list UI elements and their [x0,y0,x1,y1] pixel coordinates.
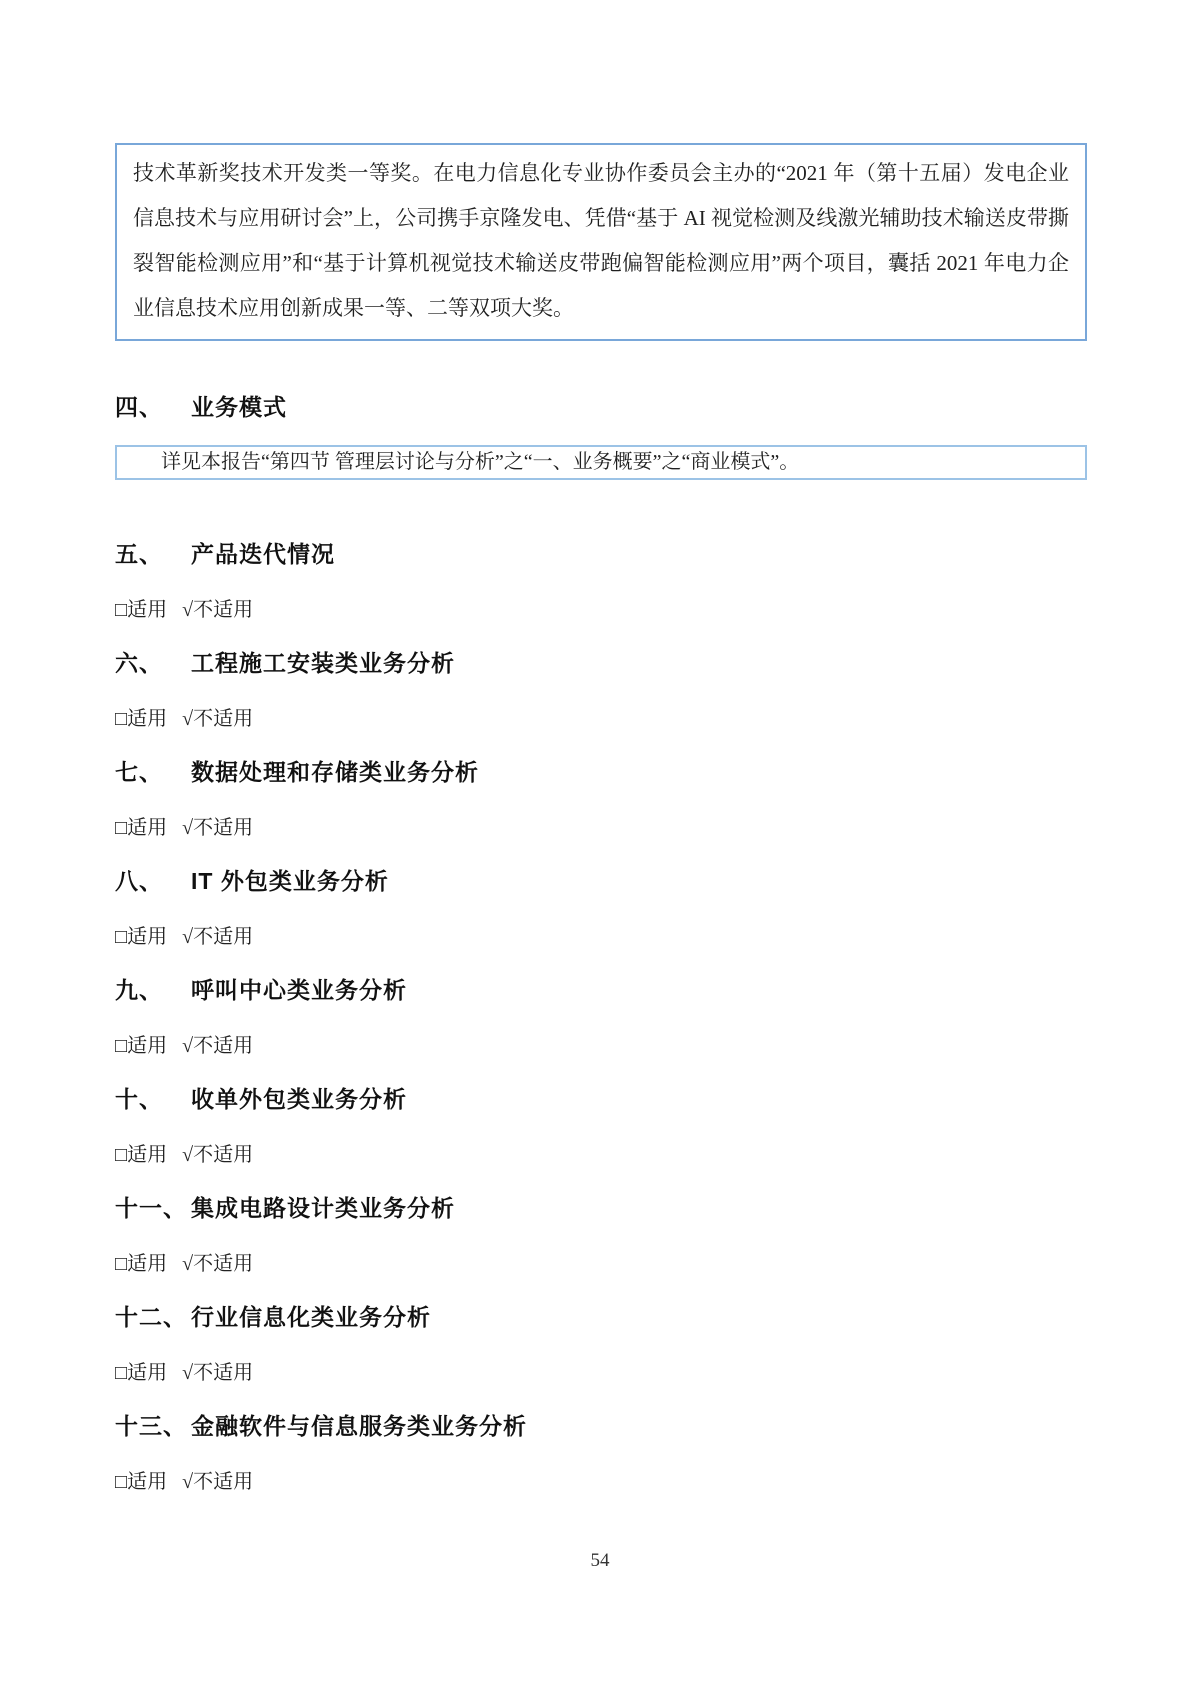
applicable-option [115,1362,167,1384]
page-number: 54 [590,1550,610,1571]
applicability-row [115,924,1087,950]
section-number: 十三、 [115,1413,187,1439]
not-applicable-label: 不适用 [193,1253,254,1275]
checkbox-unchecked-icon: □ [115,1035,128,1057]
not-applicable-label: 不适用 [193,1471,254,1493]
applicable-option [115,1035,167,1057]
section-heading-acquiring-outsourcing [115,1085,1087,1113]
not-applicable-label: 不适用 [193,1035,254,1057]
applicable-option [115,1471,167,1493]
section-title: 工程施工安装类业务分析 [191,650,455,676]
not-applicable-label: 不适用 [193,1144,254,1166]
section-title: 业务模式 [191,394,287,420]
checkbox-unchecked-icon: □ [115,1253,128,1275]
section-title: 数据处理和存储类业务分析 [191,759,479,785]
applicable-label: 适用 [127,1144,168,1166]
not-applicable-option [182,926,253,948]
checkbox-unchecked-icon: □ [115,1144,128,1166]
section-heading-call-center [115,976,1087,1004]
checkmark-icon: √ [182,817,194,839]
applicable-label: 适用 [127,1253,168,1275]
section-title: 金融软件与信息服务类业务分析 [191,1413,527,1439]
not-applicable-label: 不适用 [193,817,254,839]
applicability-row [115,1033,1087,1059]
not-applicable-option [182,1035,253,1057]
section-heading-industry-informatization [115,1303,1087,1331]
not-applicable-label: 不适用 [193,708,254,730]
note-box [115,445,1087,480]
note-text: 详见本报告“第四节 管理层讨论与分析”之“一、业务概要”之“商业模式”。 [161,451,800,473]
section-number: 十、 [115,1086,163,1112]
section-number: 五、 [115,541,163,567]
applicability-row [115,1251,1087,1277]
not-applicable-option [182,1144,253,1166]
applicable-option [115,599,167,621]
applicability-row [115,1360,1087,1386]
section-number: 八、 [115,868,163,894]
section-title: 收单外包类业务分析 [191,1086,407,1112]
not-applicable-option [182,599,253,621]
section-heading-product-iteration [115,540,1087,568]
not-applicable-option [182,708,253,730]
intro-text-box [115,143,1087,341]
section-heading-financial-software [115,1412,1087,1440]
intro-paragraph: 技术革新奖技术开发类一等奖。在电力信息化专业协作委员会主办的“2021 年（第十五届）发电企业信息技术与应用研讨会”上，公司携手京隆发电、凭借“基于 AI 视觉检测及线激光辅助技术输送皮带撕裂智能检测应用”和“基于计算机视觉技术输送皮带跑偏智能检测应用”两个项目，囊括 2021 年电力企业信息技术应用创新成果一等、二等双项大奖。 [133,161,1069,320]
checkbox-unchecked-icon: □ [115,817,128,839]
checkbox-unchecked-icon: □ [115,708,128,730]
not-applicable-option [182,1362,253,1384]
applicable-label: 适用 [127,817,168,839]
not-applicable-option [182,1471,253,1493]
not-applicable-option [182,817,253,839]
section-heading-business-model [115,393,1087,421]
applicable-option [115,708,167,730]
section-number: 十一、 [115,1195,187,1221]
not-applicable-option [182,1253,253,1275]
applicability-row [115,597,1087,623]
applicable-option [115,926,167,948]
applicability-row [115,1469,1087,1495]
section-heading-ic-design [115,1194,1087,1222]
checkmark-icon: √ [182,1144,194,1166]
section-heading-it-outsourcing [115,867,1087,895]
applicable-option [115,1144,167,1166]
applicable-label: 适用 [127,708,168,730]
section-title: 产品迭代情况 [191,541,335,567]
checkmark-icon: √ [182,1253,194,1275]
checkmark-icon: √ [182,1362,194,1384]
checkmark-icon: √ [182,708,194,730]
section-number: 四、 [115,394,163,420]
checkmark-icon: √ [182,1471,194,1493]
checkmark-icon: √ [182,599,194,621]
applicability-row [115,706,1087,732]
not-applicable-label: 不适用 [193,599,254,621]
applicable-label: 适用 [127,926,168,948]
section-heading-construction [115,649,1087,677]
checkbox-unchecked-icon: □ [115,926,128,948]
checkmark-icon: √ [182,926,194,948]
section-heading-data-processing [115,758,1087,786]
checkbox-unchecked-icon: □ [115,1362,128,1384]
not-applicable-label: 不适用 [193,926,254,948]
checkbox-unchecked-icon: □ [115,1471,128,1493]
section-title: 行业信息化类业务分析 [191,1304,431,1330]
section-title: IT 外包类业务分析 [191,868,389,894]
applicability-row [115,815,1087,841]
applicable-label: 适用 [127,1362,168,1384]
not-applicable-label: 不适用 [193,1362,254,1384]
applicable-option [115,1253,167,1275]
section-title: 呼叫中心类业务分析 [191,977,407,1003]
page-content [115,0,1087,1495]
applicability-row [115,1142,1087,1168]
applicable-label: 适用 [127,1035,168,1057]
section-number: 十二、 [115,1304,187,1330]
applicable-label: 适用 [127,1471,168,1493]
section-number: 七、 [115,759,163,785]
checkbox-unchecked-icon: □ [115,599,128,621]
checkmark-icon: √ [182,1035,194,1057]
applicable-option [115,817,167,839]
section-title: 集成电路设计类业务分析 [191,1195,455,1221]
section-number: 六、 [115,650,163,676]
section-number: 九、 [115,977,163,1003]
applicable-label: 适用 [127,599,168,621]
